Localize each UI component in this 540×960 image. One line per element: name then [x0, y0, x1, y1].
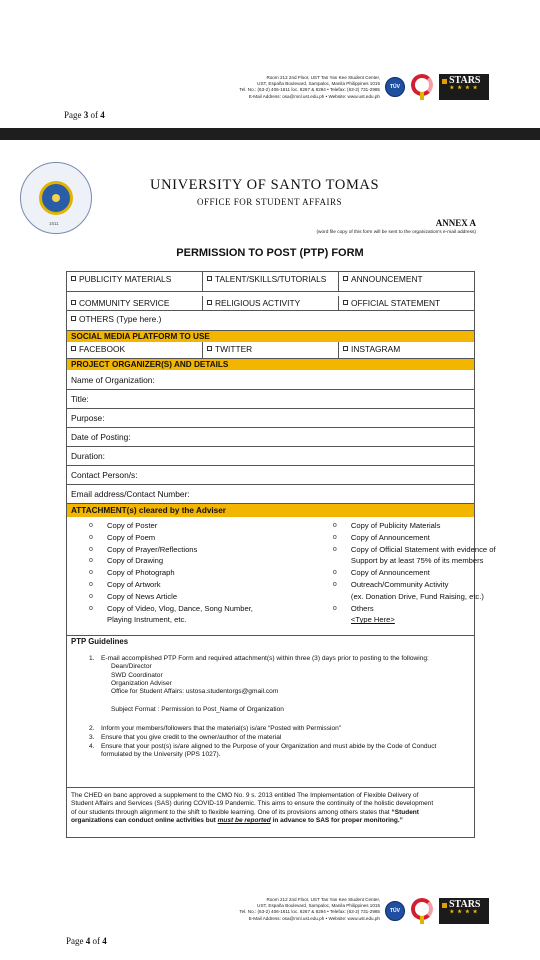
quality-award-icon — [409, 898, 435, 924]
contact-line: Tel. No.: (63-2) 406-1611 loc. 8267 & 8294 • Telefax: (63-2) 731-2985 — [239, 909, 380, 915]
attachment-right-column — [253, 520, 496, 635]
guideline-item: 1. E-mail accomplished PTP Form and required attachment(s) within three (3) days prior to posting to the following: — [89, 654, 429, 662]
stars-rating-logo — [439, 74, 489, 100]
subject-format: Subject Format : Permission to Post_Name of Organization — [111, 705, 284, 713]
checkbox-community-service[interactable]: COMMUNITY SERVICE — [67, 296, 202, 310]
contact-line: Room 212 2nd Floor, UST Tan Yan Kee Student Center, — [266, 75, 380, 80]
tuv-certification-icon: TÜV — [385, 901, 405, 921]
checkbox-talent-skills-tutorials[interactable]: TALENT/SKILLS/TUTORIALS — [202, 272, 338, 291]
field-contact-persons[interactable]: Contact Person/s: — [67, 465, 474, 484]
contact-line: UST, España Boulevard, Sampaloc, Manila Philippines 1015 — [257, 81, 380, 87]
field-name-of-organization[interactable]: Name of Organization: — [71, 374, 155, 385]
university-name: UNIVERSITY OF SANTO TOMAS — [150, 177, 380, 193]
certification-logos — [385, 74, 489, 100]
ptp-form-table — [66, 271, 496, 838]
category-row — [67, 271, 474, 291]
attachment-item-photograph[interactable]: o Copy of Photograph — [89, 568, 175, 578]
seal-year: 1611 — [49, 221, 59, 226]
university-seal-logo — [20, 162, 92, 234]
guidelines-title: PTP Guidelines — [71, 637, 129, 646]
attachment-item-publicity[interactable]: o Copy of Publicity Materials — [332, 521, 441, 530]
field-title[interactable]: Title: — [67, 389, 474, 408]
attachment-item-official-statement-cont: Support by at least 75% of its members — [350, 556, 484, 566]
attachment-item-others[interactable]: o Others — [332, 603, 374, 613]
checkbox-others[interactable]: OTHERS (Type here.) — [67, 312, 474, 330]
page-number-bottom: Page 4 of 4 — [66, 936, 107, 946]
guideline-item: 2. Inform your members/followers that the material(s) is/are “Posted with Permission” — [89, 725, 342, 733]
attachment-item-poem[interactable]: o Copy of Poem — [89, 532, 156, 542]
ptp-guidelines — [67, 635, 474, 787]
office-contact-block — [226, 75, 380, 100]
stars-rating-logo — [439, 898, 489, 924]
page-number-top: Page 3 of 4 — [64, 110, 105, 120]
attachment-others-input[interactable]: <Type Here> — [350, 615, 395, 625]
field-purpose[interactable]: Purpose: — [67, 408, 474, 427]
category-row — [67, 310, 474, 330]
stars-dots: ★ ★ ★ ★ — [449, 910, 479, 915]
ched-notice: The CHED en banc approved a supplement to the CMO No. 9 s. 2013 entitled The Implementation of Flexible Delivery of Student Affairs and Services (SAS) during COVID-19 Pandemic. This aims to ensure the continuity of the holistic development of our students through alignment to the shift to flexible learning. One of its provisions among others states that “Student organizations can conduct online activities but must be reported in advance to SAS for proper monitoring.” — [67, 787, 474, 837]
checkbox-facebook[interactable]: FACEBOOK — [67, 342, 202, 358]
attachment-item-official-statement[interactable]: o Copy of Official Statement with evidence of — [332, 544, 496, 554]
attachment-item-video-cont: Playing Instrument, etc. — [107, 615, 187, 625]
recipient-list — [71, 663, 470, 697]
checkbox-publicity-materials[interactable]: PUBLICITY MATERIALS — [67, 272, 202, 291]
guideline-item: 4. Ensure that your post(s) is/are aligned to the Purpose of your Organization and must abide by the Code of Conduct — [89, 742, 437, 750]
social-media-header: SOCIAL MEDIA PLATFORM TO USE — [67, 330, 474, 342]
page-3-footer-sheet — [0, 0, 540, 128]
recipient-item: Organization Adviser — [111, 680, 172, 687]
contact-line: UST, España Boulevard, Sampaloc, Manila Philippines 1015 — [257, 903, 380, 909]
attachment-item-drawing[interactable]: o Copy of Drawing — [89, 556, 164, 566]
contact-line: E-Mail Address: osa@mnl.ust.edu.ph • Website: www.ust.edu.ph — [248, 915, 380, 921]
contact-line: Room 212 2nd Floor, UST Tan Yan Kee Student Center, — [266, 897, 380, 902]
field-date-of-posting[interactable]: Date of Posting: — [67, 427, 474, 446]
annex-label: ANNEX A — [435, 218, 476, 228]
recipient-item: Dean/Director — [111, 663, 152, 671]
annex-note: (word file copy of this form will be sent to the organization's e-mail address) — [316, 230, 476, 235]
project-organizer-header: PROJECT ORGANIZER(S) AND DETAILS — [67, 358, 474, 370]
contact-line: Tel. No.: (63-2) 406-1611 loc. 8267 & 8294 • Telefax: (63-2) 731-2985 — [239, 87, 380, 93]
attachment-list — [67, 517, 496, 635]
recipient-item: SWD Coordinator — [111, 671, 163, 679]
attachment-header: ATTACHMENT(s) cleared by the Adviser — [67, 503, 474, 517]
field-email-contact-number[interactable]: Email address/Contact Number: — [67, 484, 474, 503]
office-name: OFFICE FOR STUDENT AFFAIRS — [197, 197, 342, 207]
certification-logos-footer — [385, 898, 489, 924]
recipient-item: Office for Student Affairs: ustosa.studentorgs@gmail.com — [111, 688, 279, 696]
attachment-item-poster[interactable]: o Copy of Poster — [89, 521, 158, 530]
attachment-item-announcement-2[interactable]: o Copy of Announcement — [332, 568, 430, 578]
field-duration[interactable]: Duration: — [67, 446, 474, 465]
stars-label: STARS — [449, 899, 481, 910]
social-media-row — [67, 342, 474, 358]
attachment-item-announcement[interactable]: o Copy of Announcement — [332, 532, 430, 542]
form-title: PERMISSION TO POST (PTP) FORM — [176, 247, 364, 259]
checkbox-religious-activity[interactable]: RELIGIOUS ACTIVITY — [202, 296, 338, 310]
guideline-item-cont: formulated by the University (PPS 1027). — [101, 751, 221, 759]
attachment-item-outreach-cont: (ex. Donation Drive, Fund Raising, etc.) — [350, 591, 484, 601]
guideline-item: 3. Ensure that you give credit to the owner/author of the material — [89, 734, 282, 741]
contact-line: E-Mail Address: osa@mnl.ust.edu.ph • Website: www.ust.edu.ph — [248, 93, 380, 99]
checkbox-twitter[interactable]: TWITTER — [202, 342, 338, 358]
checkbox-announcement[interactable]: ANNOUNCEMENT — [338, 272, 474, 291]
stars-dots: ★ ★ ★ ★ — [449, 86, 479, 91]
stars-label: STARS — [449, 75, 481, 86]
attachment-item-outreach[interactable]: o Outreach/Community Activity — [332, 579, 449, 589]
attachment-item-prayer[interactable]: o Copy of Prayer/Reflections — [89, 544, 198, 554]
office-contact-block-footer — [226, 897, 380, 922]
attachment-item-video[interactable]: o Copy of Video, Vlog, Dance, Song Number, — [89, 603, 253, 613]
attachment-item-news-article[interactable]: o Copy of News Article — [89, 591, 178, 601]
quality-award-icon — [409, 74, 435, 100]
attachment-left-column — [67, 520, 253, 635]
attachment-item-artwork[interactable]: o Copy of Artwork — [89, 579, 161, 589]
tuv-certification-icon: TÜV — [385, 77, 405, 97]
checkbox-official-statement[interactable]: OFFICIAL STATEMENT — [338, 296, 474, 310]
category-row — [67, 291, 474, 310]
checkbox-instagram[interactable]: INSTAGRAM — [338, 342, 474, 358]
page-4-sheet — [0, 140, 540, 960]
